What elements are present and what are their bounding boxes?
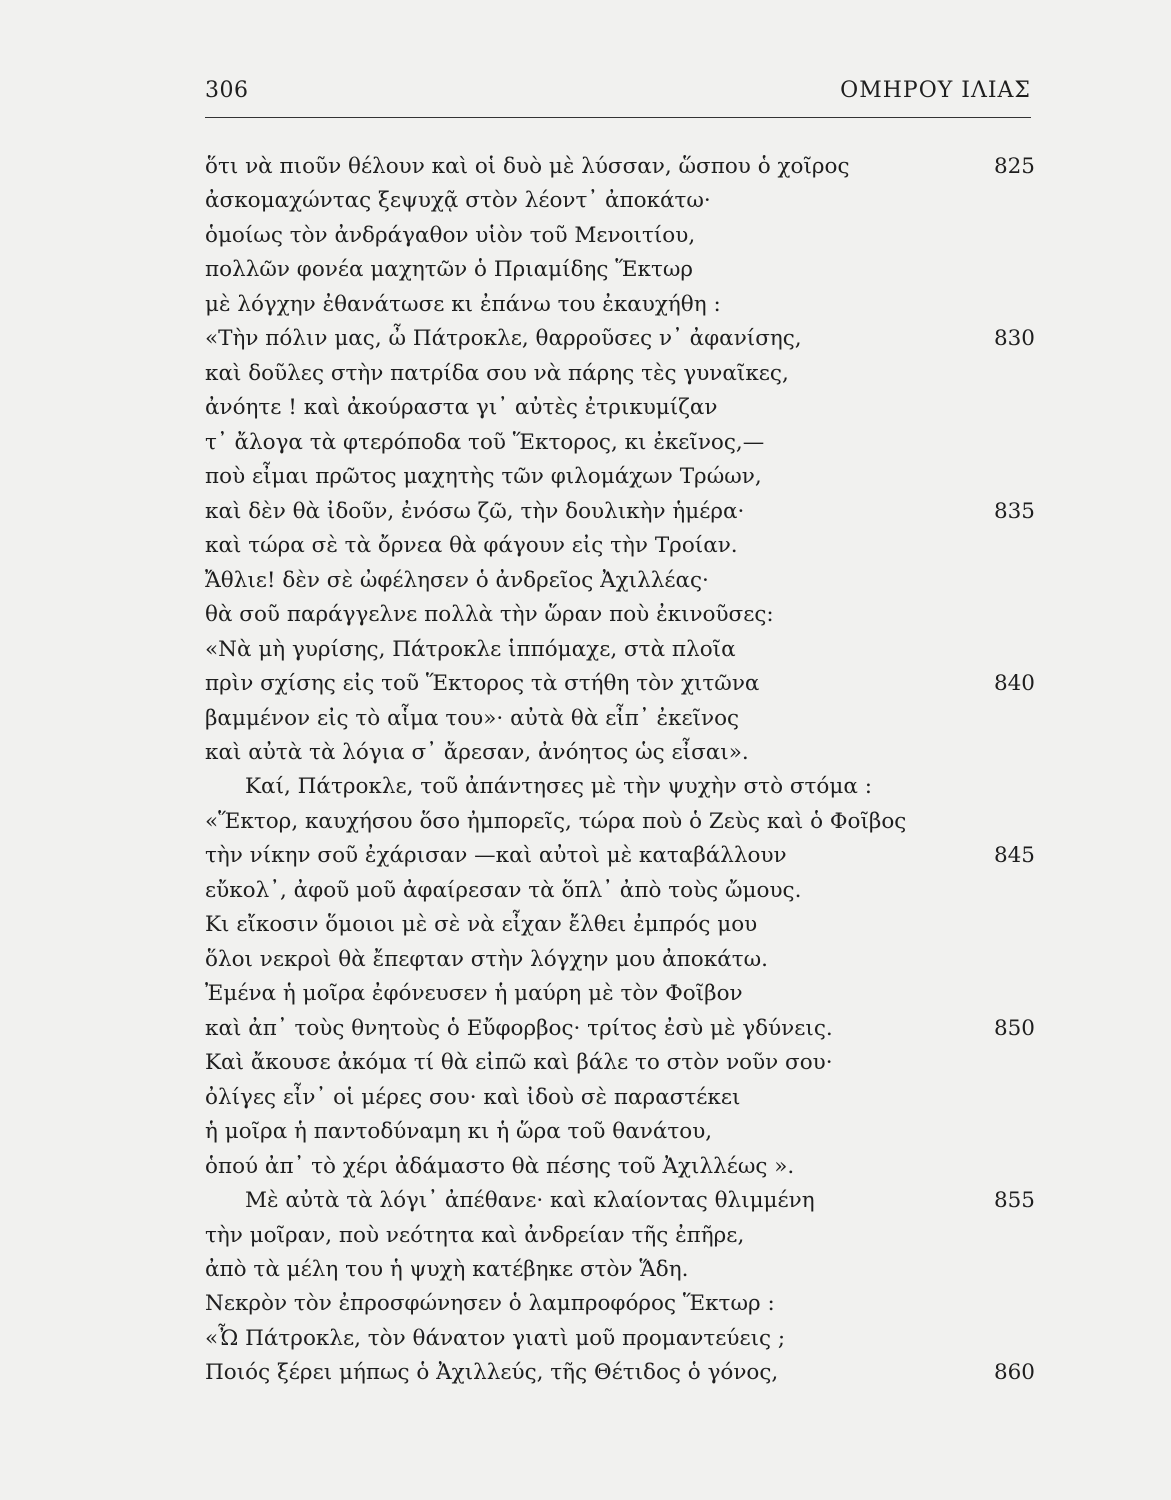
verse-line	[205, 908, 1035, 942]
running-head	[205, 78, 1031, 118]
verse-line	[205, 1287, 1035, 1321]
verse-line-text: βαμμένον εἰς τὸ αἷμα του»· αὐτὰ θὰ εἶπ᾽ ἐκεῖνος	[205, 705, 740, 731]
verse-line-text: καὶ δὲν θὰ ἰδοῦν, ἐνόσω ζῶ, τὴν δουλικὴν ἡμέρα·	[205, 498, 745, 524]
verse-line-text: Νεκρὸν τὸν ἐπροσφώνησεν ὁ λαμπροφόρος Ἕκτωρ :	[205, 1291, 775, 1317]
verse-line-text: ἀπὸ τὰ μέλη του ἡ ψυχὴ κατέβηκε στὸν Ἅδη.	[205, 1257, 689, 1282]
verse-line-text: Μὲ αὐτὰ τὰ λόγι᾽ ἀπέθανε· καὶ κλαίοντας θλιμμένη	[245, 1188, 815, 1214]
verse-line	[205, 702, 1035, 736]
verse-line-text: πρὶν σχίσης εἰς τοῦ Ἕκτορος τὰ στήθη τὸν χιτῶνα	[205, 671, 760, 697]
running-title: ΟΜΗΡΟΥ ΙΛΙΑΣ	[840, 78, 1031, 103]
verse-line	[205, 495, 1035, 529]
page-number: 306	[205, 78, 249, 103]
verse-line-text: Ἄθλιε! δὲν σὲ ὠφέλησεν ὁ ἀνδρεῖος Ἀχιλλέας·	[205, 567, 709, 593]
line-number: 855	[993, 1188, 1035, 1214]
verse-line-text: τὴν νίκην σοῦ ἐχάρισαν —καὶ αὐτοὶ μὲ καταβάλλουν	[205, 843, 787, 869]
verse-line	[205, 633, 1035, 667]
line-number: 845	[993, 843, 1035, 869]
verse-line	[205, 184, 1035, 218]
verse-line-text: θὰ σοῦ παράγγελνε πολλὰ τὴν ὥραν ποὺ ἐκινοῦσες:	[205, 602, 774, 628]
verse-line	[205, 977, 1035, 1011]
verse-line	[205, 1184, 1035, 1218]
verse-line	[205, 1356, 1035, 1390]
verse-line	[205, 288, 1035, 322]
verse-line-text: Καὶ ἄκουσε ἀκόμα τί θὰ εἰπῶ καὶ βάλε το στὸν νοῦν σου·	[205, 1050, 833, 1076]
line-number: 850	[993, 1015, 1035, 1041]
verse-line-text: «Τὴν πόλιν μας, ὦ Πάτροκλε, θαρροῦσες ν᾽ ἀφανίσης,	[205, 326, 802, 352]
verse-line	[205, 357, 1035, 391]
verse-line	[205, 1046, 1035, 1080]
verse-line-text: «Ἕκτορ, καυχήσου ὅσο ἠμπορεῖς, τώρα ποὺ ὁ Ζεὺς καὶ ὁ Φοῖβος	[205, 808, 907, 834]
verse-line	[205, 1322, 1035, 1356]
verse-line	[205, 770, 1035, 804]
verse-line	[205, 598, 1035, 632]
verse-line-text: «Νὰ μὴ γυρίσης, Πάτροκλε ἱππόμαχε, στὰ πλοῖα	[205, 636, 736, 662]
verse-line-text: Κι εἴκοσιν ὅμοιοι μὲ σὲ νὰ εἶχαν ἔλθει ἐμπρός μου	[205, 912, 758, 938]
verse-line-text: τ᾽ ἄλογα τὰ φτερόποδα τοῦ Ἕκτορος, κι ἐκεῖνος,—	[205, 429, 765, 455]
verse-line	[205, 943, 1035, 977]
line-number: 860	[993, 1360, 1035, 1386]
verse-line-text: πολλῶν φονέα μαχητῶν ὁ Πριαμίδης Ἕκτωρ	[205, 257, 694, 283]
line-number: 830	[993, 326, 1035, 352]
line-number: 825	[993, 154, 1035, 179]
verse-line	[205, 874, 1035, 908]
verse-line-text: ὁμοίως τὸν ἀνδράγαθον υἱὸν τοῦ Μενοιτίου,	[205, 222, 696, 248]
verse-line-text: Καί, Πάτροκλε, τοῦ ἀπάντησες μὲ τὴν ψυχὴν στὸ στόμα :	[245, 774, 872, 800]
verse-line-text: εὔκολ᾽, ἀφοῦ μοῦ ἀφαίρεσαν τὰ ὅπλ᾽ ἀπὸ τοὺς ὤμους.	[205, 877, 802, 903]
verse-line-text: Ἐμένα ἡ μοῖρα ἐφόνευσεν ἡ μαύρη μὲ τὸν Φοῖβον	[205, 981, 743, 1007]
verse-line-text: Ποιός ξέρει μήπως ὁ Ἀχιλλεύς, τῆς Θέτιδος ὁ γόνος,	[205, 1360, 779, 1386]
verse-line	[205, 736, 1035, 770]
header-rule	[205, 117, 1031, 118]
verse-line	[205, 150, 1035, 184]
verse-line-text: καὶ δοῦλες στὴν πατρίδα σου νὰ πάρης τὲς γυναῖκες,	[205, 360, 789, 386]
verse-line	[205, 391, 1035, 425]
verse-line-text: καὶ τώρα σὲ τὰ ὄρνεα θὰ φάγουν εἰς τὴν Τροίαν.	[205, 533, 738, 559]
verse-line	[205, 805, 1035, 839]
verse-line-text: ὅτι νὰ πιοῦν θέλουν καὶ οἱ δυὸ μὲ λύσσαν, ὥσπου ὁ χοῖρος	[205, 154, 850, 179]
verse-line	[205, 322, 1035, 356]
verse-line-text: ἡ μοῖρα ἡ παντοδύναμη κι ἡ ὥρα τοῦ θανάτου,	[205, 1119, 713, 1145]
verse-line	[205, 1219, 1035, 1253]
verse-line	[205, 564, 1035, 598]
verse-line-text: ὁπού ἀπ᾽ τὸ χέρι ἀδάμαστο θὰ πέσης τοῦ Ἀχιλλέως ».	[205, 1153, 795, 1179]
verse-line	[205, 529, 1035, 563]
verse-line	[205, 219, 1035, 253]
verse-line	[205, 1253, 1035, 1287]
verse-line-text: «Ὦ Πάτροκλε, τὸν θάνατον γιατὶ μοῦ προμαντεύεις ;	[205, 1325, 786, 1351]
verse-line-text: μὲ λόγχην ἐθανάτωσε κι ἐπάνω του ἐκαυχήθη :	[205, 291, 721, 317]
verse-line-text: ἀνόητε ! καὶ ἀκούραστα γι᾽ αὐτὲς ἐτρικυμίζαν	[205, 395, 718, 421]
verse-line-text: ποὺ εἶμαι πρῶτος μαχητὴς τῶν φιλομάχων Τρώων,	[205, 464, 762, 490]
verse-line-text: ὀλίγες εἶν᾽ οἱ μέρες σου· καὶ ἰδοὺ σὲ παραστέκει	[205, 1084, 741, 1110]
verse-line	[205, 1081, 1035, 1115]
verse-line	[205, 460, 1035, 494]
verse-line-text: τὴν μοῖραν, ποὺ νεότητα καὶ ἀνδρείαν τῆς ἐπῆρε,	[205, 1222, 745, 1248]
verse-line-text: καὶ ἀπ᾽ τοὺς θνητοὺς ὁ Εὔφορβος· τρίτος ἐσὺ μὲ γδύνεις.	[205, 1015, 833, 1041]
verse-line-text: καὶ αὐτὰ τὰ λόγια σ᾽ ἄρεσαν, ἀνόητος ὡς εἶσαι».	[205, 739, 749, 765]
verse-line	[205, 426, 1035, 460]
verse-line	[205, 1115, 1035, 1149]
verse-line-text: ἀσκομαχώντας ξεψυχᾷ στὸν λέοντ᾽ ἀποκάτω·	[205, 188, 711, 214]
verse-line-text: ὅλοι νεκροὶ θὰ ἔπεφταν στὴν λόγχην μου ἀποκάτω.	[205, 946, 768, 972]
line-number: 840	[993, 671, 1035, 697]
verse-line	[205, 1012, 1035, 1046]
line-number: 835	[993, 498, 1035, 524]
verse-block	[205, 150, 1035, 1391]
verse-line	[205, 253, 1035, 287]
verse-line	[205, 1150, 1035, 1184]
verse-line	[205, 839, 1035, 873]
verse-line	[205, 667, 1035, 701]
